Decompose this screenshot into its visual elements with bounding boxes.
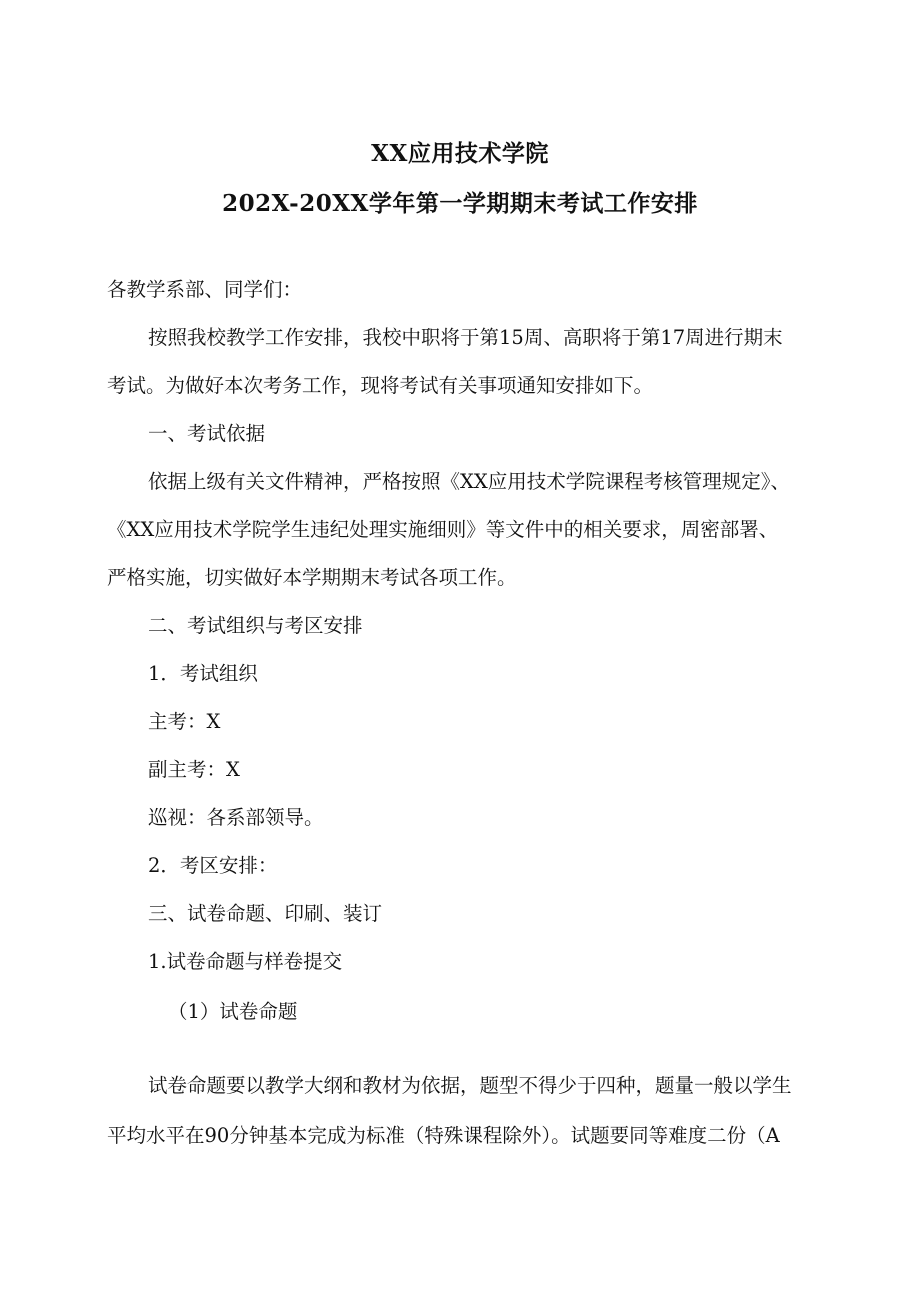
exam-paper-paragraph-line-1: 试卷命题要以教学大纲和教材为依据，题型不得少于四种，题量一般以学生: [148, 1074, 792, 1097]
section-2-heading: 二、考试组织与考区安排: [148, 614, 363, 637]
section-3-subitem-1: （1）试卷命题: [168, 1000, 298, 1023]
section-1-paragraph-line-3: 严格实施，切实做好本学期期末考试各项工作。: [107, 566, 517, 589]
document-title-school: XX应用技术学院: [371, 140, 549, 167]
intro-paragraph-line-2: 考试。为做好本次考务工作，现将考试有关事项通知安排如下。: [107, 374, 654, 397]
deputy-examiner: 副主考：X: [148, 758, 240, 781]
section-2-item-1: 1．考试组织: [148, 662, 258, 685]
exam-paper-paragraph-line-2: 平均水平在90分钟基本完成为标准（特殊课程除外）。试题要同等难度二份（A: [107, 1124, 780, 1147]
section-3-heading: 三、试卷命题、印刷、装订: [148, 902, 383, 925]
section-1-paragraph-line-1: 依据上级有关文件精神，严格按照《XX应用技术学院课程考核管理规定》、: [148, 470, 791, 493]
chief-examiner: 主考：X: [148, 710, 221, 733]
section-1-paragraph-line-2: 《XX应用技术学院学生违纪处理实施细则》等文件中的相关要求，周密部署、: [107, 518, 779, 541]
salutation: 各教学系部、同学们：: [107, 278, 303, 301]
document-title-exam-arrangement: 202X-20XX学年第一学期期末考试工作安排: [222, 190, 698, 217]
inspection: 巡视：各系部领导。: [148, 806, 324, 829]
section-2-item-2: 2．考区安排：: [148, 854, 278, 877]
intro-paragraph-line-1: 按照我校教学工作安排，我校中职将于第15周、高职将于第17周进行期末: [148, 326, 783, 349]
section-1-heading: 一、考试依据: [148, 422, 266, 445]
section-3-item-1: 1.试卷命题与样卷提交: [148, 950, 343, 973]
